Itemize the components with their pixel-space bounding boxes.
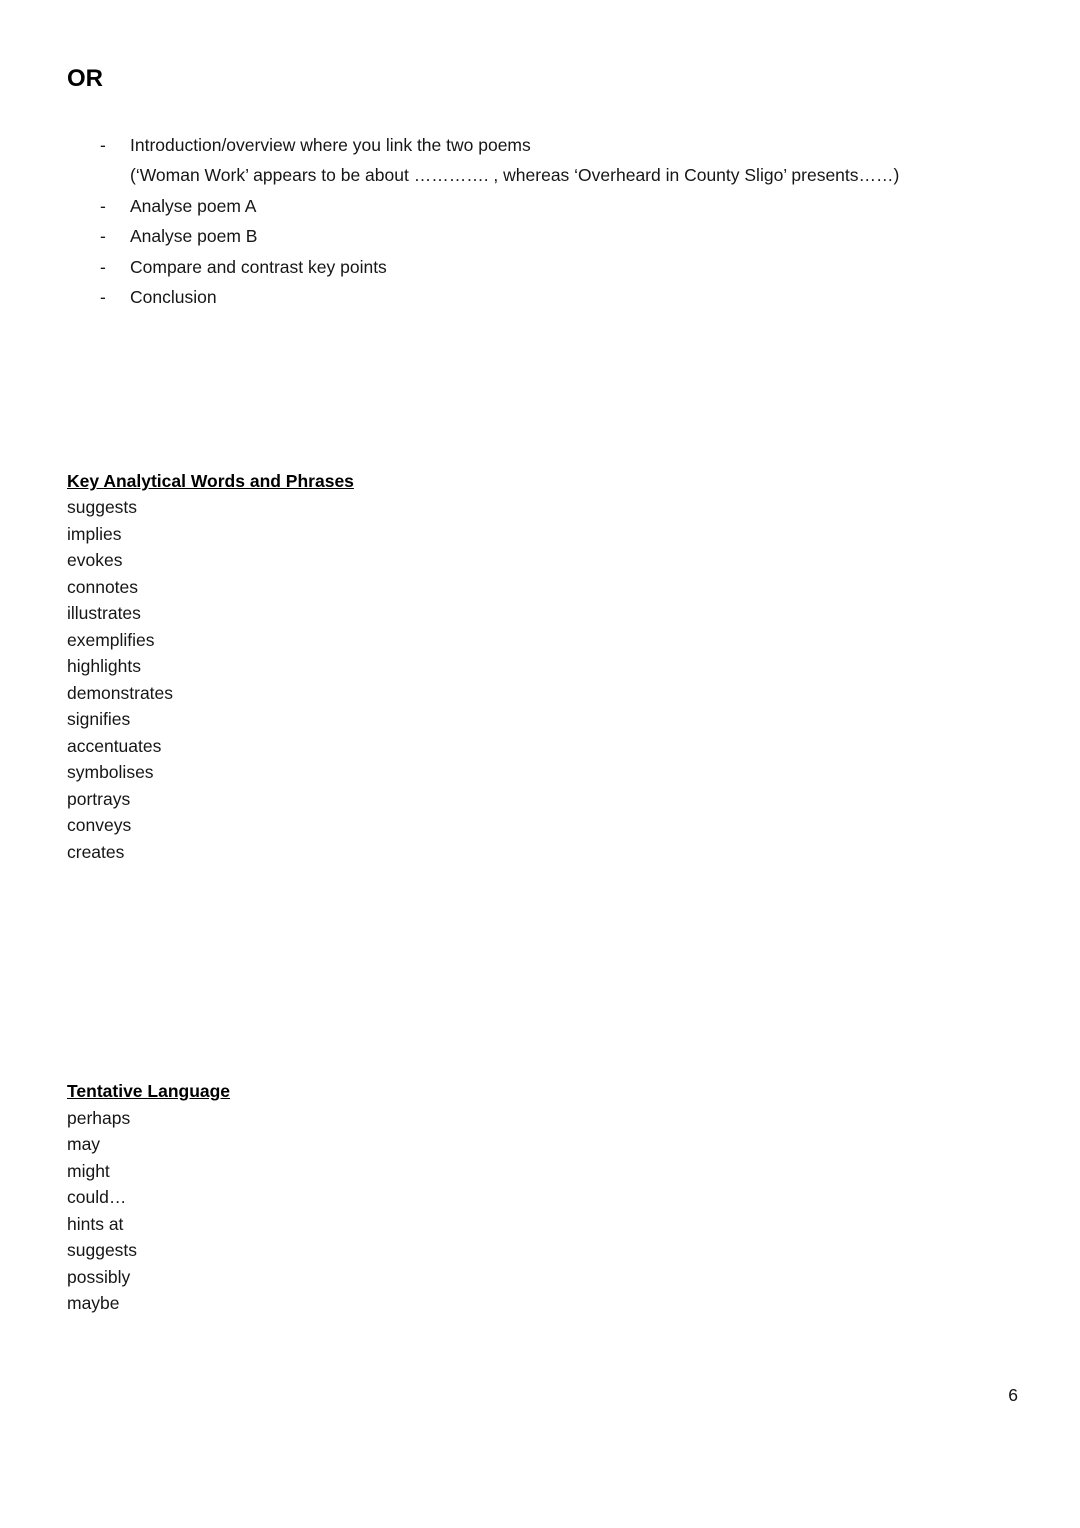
tentative-word: hints at [67, 1213, 124, 1234]
bullet-text: Analyse poem B [130, 226, 258, 247]
analytical-word: conveys [67, 815, 132, 836]
bullet-item [67, 191, 1020, 222]
bullet-item [67, 221, 1020, 252]
tentative-word-list [67, 1105, 1020, 1317]
tentative-word: might [67, 1160, 110, 1181]
analytical-word: highlights [67, 656, 141, 677]
bullet-text: Conclusion [130, 287, 217, 308]
tentative-word: perhaps [67, 1107, 131, 1128]
bullet-item [67, 282, 1020, 313]
bullet-continuation: (‘Woman Work’ appears to be about …………. , whereas ‘Overheard in County Sligo’ presents……) [130, 165, 900, 186]
analytical-word: signifies [67, 709, 131, 730]
tentative-word: suggests [67, 1240, 138, 1261]
bullet-list [67, 130, 1020, 313]
tentative-word: possibly [67, 1266, 131, 1287]
tentative-heading: Tentative Language [67, 1081, 231, 1102]
analytical-word: demonstrates [67, 682, 174, 703]
analytical-word: creates [67, 841, 125, 862]
analytical-word: portrays [67, 788, 131, 809]
tentative-section [67, 1078, 1020, 1317]
analytical-heading: Key Analytical Words and Phrases [67, 470, 354, 491]
analytical-word: exemplifies [67, 629, 155, 650]
tentative-word: maybe [67, 1293, 120, 1314]
tentative-word: may [67, 1134, 101, 1155]
analytical-word: connotes [67, 576, 139, 597]
bullet-item [67, 130, 1020, 161]
analytical-word: suggests [67, 497, 138, 518]
bullet-marker [100, 130, 130, 161]
bullet-marker [100, 221, 130, 252]
analytical-word: evokes [67, 550, 123, 571]
or-heading: OR [67, 65, 103, 92]
analytical-section [67, 468, 1020, 866]
bullet-text: Compare and contrast key points [130, 256, 387, 277]
bullet-marker [100, 252, 130, 283]
bullet-text: Introduction/overview where you link the two poems [130, 134, 531, 155]
bullet-item [67, 252, 1020, 283]
bullet-marker [100, 282, 130, 313]
bullet-text: Analyse poem A [130, 195, 257, 216]
bullet-marker [100, 191, 130, 222]
page-number: 6 [1008, 1385, 1018, 1405]
tentative-word: could… [67, 1187, 127, 1208]
analytical-word: accentuates [67, 735, 162, 756]
analytical-word: symbolises [67, 762, 154, 783]
analytical-word: illustrates [67, 603, 141, 624]
analytical-word-list [67, 494, 1020, 865]
analytical-word: implies [67, 523, 122, 544]
